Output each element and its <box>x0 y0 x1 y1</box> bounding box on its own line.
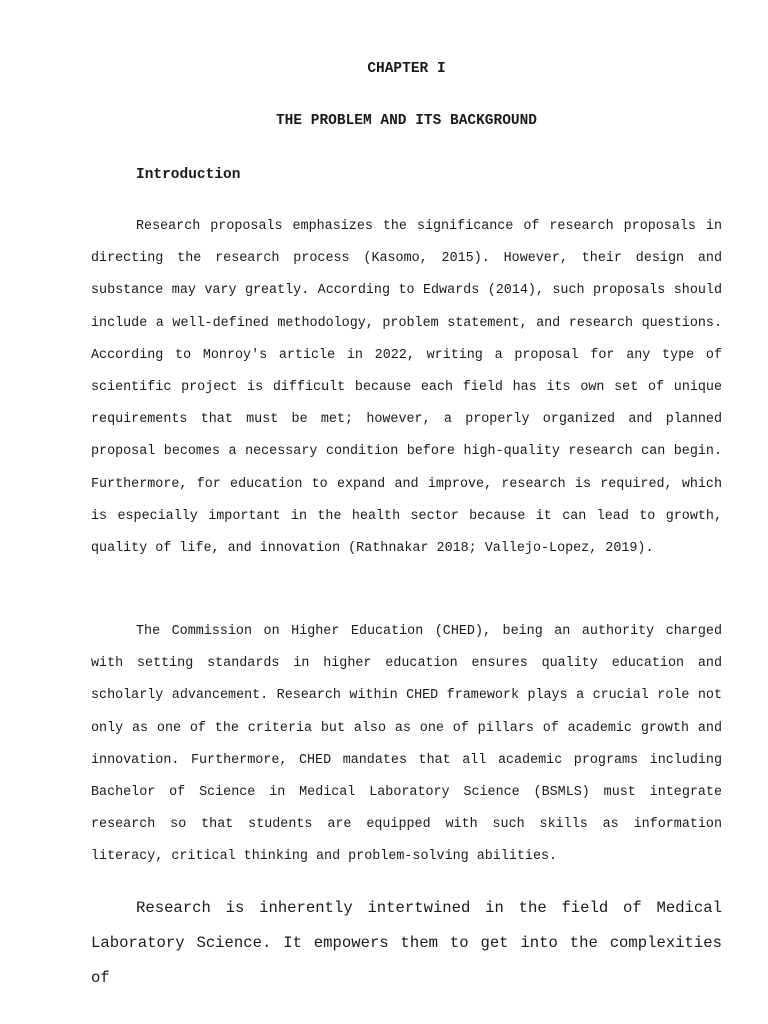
paragraph: The Commission on Higher Education (CHED), being an authority charged with setting standards in higher education ensures quality education and scholarly advancement. Research within CHED framework plays a crucial role not only as one of the criteria but also as one of pillars of academic growth and innovation. Furthermore, CHED mandates that all academic programs including Bachelor of Science in Medical Laboratory Science (BSMLS) must integrate research so that students are equipped with such skills as information literacy, critical thinking and problem-solving abilities. <box>91 624 722 865</box>
paragraph: Research is inherently intertwined in the field of Medical Laboratory Science. It empowers them to get into the complexities of <box>91 899 722 987</box>
chapter-title: THE PROBLEM AND ITS BACKGROUND <box>275 113 538 129</box>
chapter-number: CHAPTER I <box>367 61 446 77</box>
paragraph: Research proposals emphasizes the significance of research proposals in directing the research process (Kasomo, 2015). However, their design and substance may vary greatly. According to Edwards (2014), such proposals should include a well-defined methodology, problem statement, and research questions. According to Monroy's article in 2022, writing a proposal for any type of scientific project is difficult because each field has its own set of unique requirements that must be met; however, a properly organized and planned proposal becomes a necessary condition before high-quality research can begin. Furthermore, for education to expand and improve, research is required, which is especially important in the health sector because it can lead to growth, quality of life, and innovation (Rathnakar 2018; Vallejo-Lopez, 2019). <box>91 219 722 557</box>
section-heading: Introduction <box>136 167 241 183</box>
